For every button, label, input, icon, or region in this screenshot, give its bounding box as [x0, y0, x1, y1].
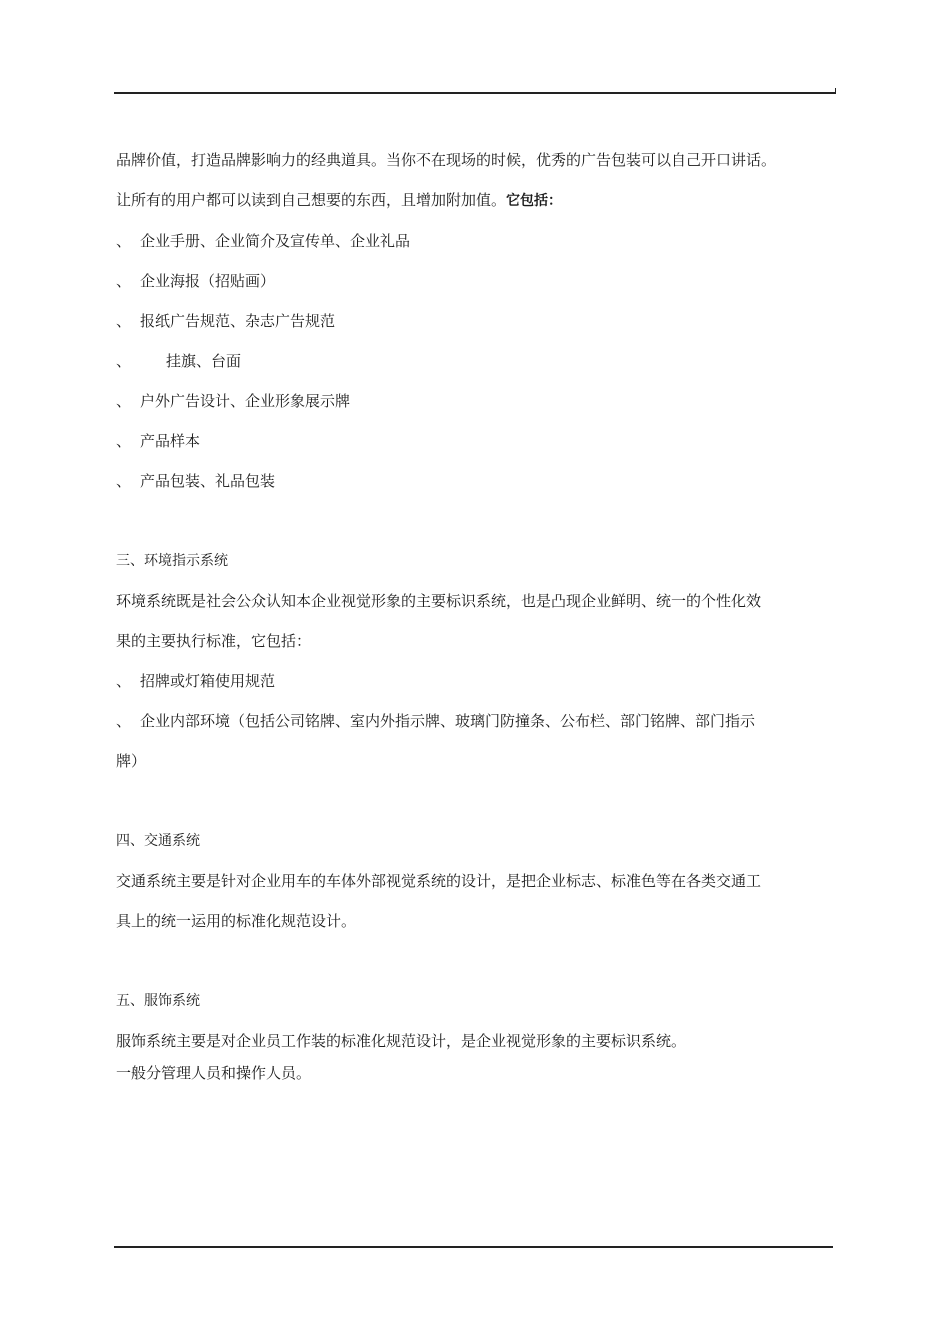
header-rule-tick	[835, 88, 836, 94]
list-item: 、 企业内部环境（包括公司铭牌、室内外指示牌、玻璃门防撞条、公布栏、部门铭牌、部门指示	[116, 712, 756, 730]
list-item: 、 户外广告设计、企业形象展示牌	[116, 392, 351, 410]
section-5-body-2: 一般分管理人员和操作人员。	[116, 1064, 312, 1082]
section-5-heading: 五、服饰系统	[116, 993, 200, 1009]
list-item: 、 挂旗、台面	[116, 352, 242, 370]
section-4-body-2: 具上的统一运用的标准化规范设计。	[116, 912, 357, 930]
section-3-wrap: 牌）	[116, 752, 147, 770]
section-4-heading: 四、交通系统	[116, 833, 200, 849]
section-4-body-1: 交通系统主要是针对企业用车的车体外部视觉系统的设计，是把企业标志、标准色等在各类交通工	[116, 872, 762, 890]
intro-line-2	[116, 180, 838, 221]
list-item: 、 企业手册、企业简介及宣传单、企业礼品	[116, 232, 411, 250]
list-item: 、 招牌或灯箱使用规范	[116, 672, 276, 690]
header-rule	[114, 92, 835, 94]
document-body	[116, 148, 838, 1085]
list-item: 、 企业海报（招贴画）	[116, 272, 276, 290]
list-item: 、 产品包装、礼品包装	[116, 472, 276, 490]
section-3-body-2: 果的主要执行标准，它包括：	[116, 632, 312, 650]
intro-line-2-text: 让所有的用户都可以读到自己想要的东西，且增加附加值。	[116, 191, 507, 209]
intro-line-2-bold: 它包括：	[506, 193, 563, 209]
section-3-heading: 三、环境指示系统	[116, 553, 228, 569]
list-item: 、 产品样本	[116, 432, 201, 450]
intro-line-1: 品牌价值，打造品牌影响力的经典道具。当你不在现场的时候，优秀的广告包装可以自己开口讲话。	[116, 151, 777, 169]
section-5-body-1: 服饰系统主要是对企业员工作装的标准化规范设计，是企业视觉形象的主要标识系统。	[116, 1032, 687, 1050]
section-3-body-1: 环境系统既是社会公众认知本企业视觉形象的主要标识系统，也是凸现企业鲜明、统一的个性化效	[116, 592, 762, 610]
footer-rule	[114, 1246, 833, 1248]
list-item: 、 报纸广告规范、杂志广告规范	[116, 312, 336, 330]
